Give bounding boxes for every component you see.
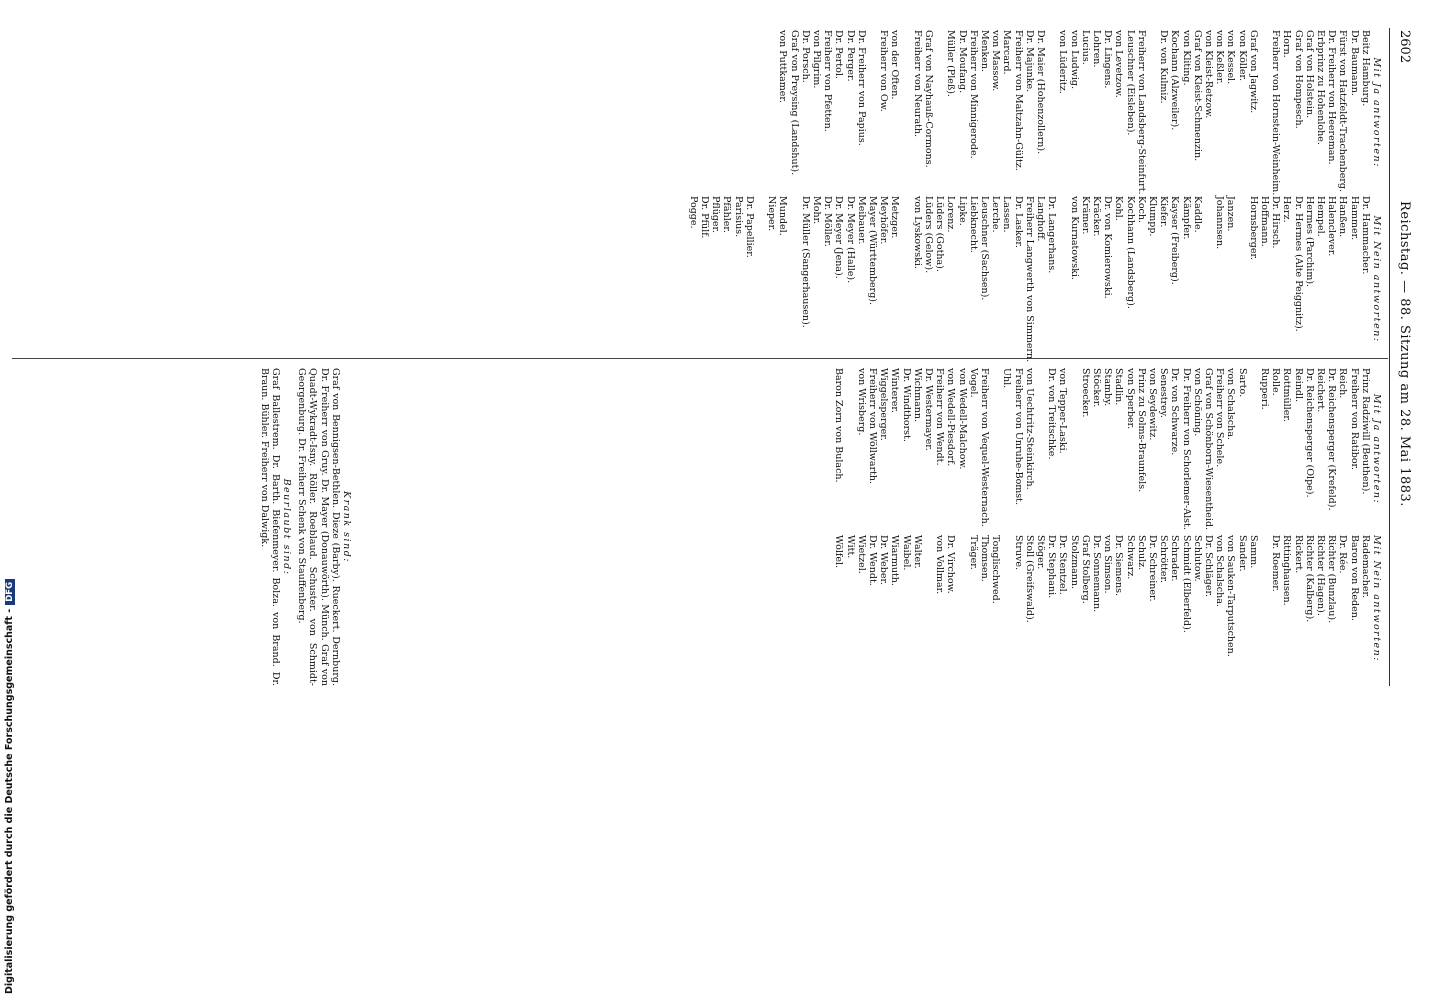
list-item: Dr. von Komierowski. [1102,196,1114,299]
list-item: Dr. von Treitschke. [1046,368,1058,460]
list-item: Horn. [1281,30,1293,58]
list-item: von Kliting. [1180,30,1192,86]
list-item: Dr. Reichensperger (Krefeld). [1326,368,1338,511]
list-item: Langhoff. [1034,196,1046,242]
list-item: Dr. Rée. [1337,535,1349,574]
list-item: Rolle. [1270,368,1282,396]
list-item: Reindl. [1292,368,1304,403]
list-item: Kohl. [1113,196,1125,221]
list-item: Hanßen. [1337,196,1349,238]
list-item: von Schöning. [1191,368,1203,437]
list-item: Lüders (Gelow). [922,196,934,274]
list-item: Baron Zorn von Bulach. [833,368,845,483]
list-item: Rittinghausen. [1281,535,1293,606]
list-item: Dr. Lingens. [1102,30,1114,89]
list-item: Liebknecht. [967,196,979,253]
list-item: Kämpfer. [1180,196,1192,240]
list-item: Freiherr von Schele. [1214,368,1226,468]
leave-heading: Beurlaubt sind: [280,478,292,576]
list-item: Dr. Westermayer. [922,368,934,451]
list-item: Lipke. [956,196,968,226]
list-item: Koch. [1135,196,1147,224]
list-item: Dr. Möller. [822,196,834,247]
list-item: von Lüderitz. [1057,30,1069,94]
list-item [1068,368,1079,530]
leave-text: Graf Ballestrem. Dr. Barth. Biefenmeyer. Bolza. von Brand. Dr. Braun. Bühler. Freiherr von Dalwigk. [258,368,281,686]
list-item: Prinz zu Solms-Braunfels. [1135,368,1147,493]
list-item: Wichmann. [911,368,923,423]
list-item: Kochhann (Landsberg). [1124,196,1136,309]
list-item: Graf von Nayhauß-Cormons. [922,30,934,168]
list-item: Dr. Weber. [878,535,890,585]
list-item: Reichert. [1314,368,1326,413]
footer-text: Digitalisierung gefördert durch die Deutsche Forschungsgemeinschaft - [4,608,15,994]
list-item: Dr. Majunke. [1023,30,1035,93]
list-item: von Massow. [990,30,1002,92]
list-item: Graf von Holstein. [1303,30,1315,119]
list-item: von Sperber. [1124,368,1136,430]
sick-text: Graf von Bennigsen-Bethlen. Dieze (Barby). Rueckert. Dernburg. Dr. Freiherr von Gruy. Dr. Mayer (Donauwörth). Münch. Graf von Quadt-Wykradt-Isny. Röller. Roeblaud. Schuster. von Schmidt-Georgenburg. Dr. Freiherr Schenk von Stauffenberg. [296,368,341,686]
list-item: Thomsen. [978,535,990,582]
list-item: Dr. Müller (Sangerhausen). [799,196,811,328]
sick-section [258,368,352,686]
list-item: Dr. Papellier. [743,196,755,258]
list-item: von Kurnatowski. [1068,196,1080,280]
list-item [1001,535,1012,662]
list-item: Leuschner (Sachsen). [978,196,990,301]
list-item: Richter (Bunzlau). [1326,535,1338,624]
list-item: Walter. [911,535,923,569]
list-item: Freiherr von Wöllwarth. [866,368,878,485]
column-yes-left [777,30,1382,195]
list-item [1259,30,1270,195]
list-item: Kochann (Alzweiler). [1169,30,1181,131]
list-item: Graf von Hompesch. [1292,30,1304,129]
list-item: Witt. [844,535,856,559]
list-item: Metzger. [889,196,901,239]
list-item: von Köller. [1236,30,1248,82]
list-item: Graf von Jagwitz. [1247,30,1259,114]
list-item: Tonglischwed. [990,535,1002,604]
column-heading: Mit Ja antworten: [1371,57,1382,168]
page-number: 2602 [1397,30,1412,64]
list-item: Dr. Wendt. [866,535,878,586]
list-item: Freiherr von Pfetten. [822,30,834,132]
list-item: Freiherr von Ratibor. [1348,368,1360,471]
list-item: von Keßler. [1214,30,1226,85]
list-item: von Schalscha. [1225,368,1237,440]
list-item: Stöger. [1034,535,1046,570]
list-item: von Kleist-Retzow. [1202,30,1214,119]
list-item: Sander. [1236,535,1248,572]
list-item: Schmidt (Elberfeld). [1180,535,1192,633]
list-item: von Puttkamer. [777,30,789,103]
list-item: Rademacher. [1359,535,1371,598]
list-item: Hammer. [1348,196,1360,241]
list-item: Vogel. [967,368,979,398]
list-item: Träger. [967,535,979,570]
list-item: Prinz Radziwill (Beuthen). [1359,368,1371,495]
page-title: Reichstag. — 88. Sitzung am 28. Mai 1883. [1397,201,1412,507]
list-item: Dr. Sonnemann. [1090,535,1102,613]
list-item: Dr. Hermes (Alte Peiggnitz). [1292,196,1304,332]
list-item: Nieper. [766,196,778,232]
list-item: Baron von Reden. [1348,535,1360,621]
list-item: Dr. Stentzel. [1057,535,1069,595]
list-item: Dr. von Schwarze. [1169,368,1181,456]
list-item: Samm. [1247,535,1259,569]
list-item: Graf von Preysing (Landshut). [788,30,800,176]
list-item: Dr. Reichensperger (Olpe). [1303,368,1315,498]
list-item: Uhl. [1001,368,1013,389]
list-item: von Simson. [1102,535,1114,594]
list-item: Lucius. [1079,30,1091,65]
list-item: Freiherr von Maltzahn-Gültz. [1012,30,1024,171]
list-item [934,30,945,195]
list-item: Freiherr von Unruhe-Bomst. [1012,368,1024,506]
list-item [900,30,911,195]
list-item: Richter (Kalberg). [1303,535,1315,623]
list-item: von der Often. [889,30,901,100]
list-item: Graf von Schönborn-Wiesentheid. [1202,368,1214,531]
list-item: von Seydewitz. [1146,368,1158,441]
list-item: von Ludwig. [1068,30,1080,90]
list-item [956,535,967,662]
list-item: Dr. Schreiner. [1146,535,1158,602]
list-item: Erbprinz zu Hohenlohe. [1314,30,1326,145]
list-item [867,30,878,195]
list-item: Hoffmann. [1258,196,1270,247]
list-item: Wietzel. [855,535,867,574]
list-item: Stolzmann. [1068,535,1080,590]
list-item: von Levetzow. [1113,30,1125,98]
list-item: Halenclever. [1326,196,1338,257]
list-item: Dr. Freiherr von Schorlemer-Alst. [1180,368,1192,530]
list-item: Reich. [1337,368,1349,399]
list-item [755,196,766,362]
column-heading: Mit Ja antworten: [1371,393,1382,505]
list-item: Schlutow. [1191,535,1203,582]
list-item: Freiherr von Hornstein-Weinheim. [1270,30,1282,196]
list-item: von Tepper-Laski. [1057,368,1069,454]
list-item: Freiherr von Wendt. [934,368,946,466]
list-item: Lüders (Gotha). [934,196,946,272]
list-item: Krämer. [1079,196,1091,235]
list-item: Lassen. [1001,196,1013,233]
list-item: Pflüger. [710,196,722,234]
sick-heading: Krank sind: [341,490,352,563]
list-item: Dr. Moufang. [956,30,968,94]
list-item: von Vollmar. [934,535,946,595]
list-item: von Schalscha. [1214,535,1226,607]
list-item: von Wedell-Piesdorf. [945,368,957,467]
list-item: Menken. [978,30,990,72]
list-item: Stöcker. [1090,368,1102,408]
list-item [1057,196,1068,362]
list-item: Dr. Lasker. [1012,196,1024,248]
list-item: Dr. Schläger. [1202,535,1214,598]
list-item: Mohr. [810,196,822,225]
list-item: Kayser (Freiberg). [1169,196,1181,285]
digitization-footer [4,579,15,994]
list-item: Stoll (Greifswald). [1023,535,1035,623]
list-item: Schwarz. [1124,535,1136,580]
dfg-logo: DFG [5,579,15,605]
list-item: Graf Stolberg. [1079,535,1091,604]
list-item: Freiherr von Landsberg-Steinfurt. [1135,30,1147,195]
list-item: Parisius. [732,196,744,238]
list-item: Beitz Hamburg. [1359,30,1371,107]
list-item: von Kessel. [1225,30,1237,85]
list-item: Pfähler. [721,196,733,233]
list-item [1203,196,1214,362]
list-item [923,535,934,662]
list-item: Wiarmuth. [889,535,901,586]
list-item: Schulz. [1135,535,1147,571]
list-item [1259,535,1270,662]
list-item: von Lyskowski. [911,196,923,269]
list-item [990,368,1001,530]
list-item: Dr. Roemer. [1270,535,1282,592]
list-item: Dr. von Kulmiz. [1158,30,1170,104]
list-item: Pogge. [687,196,699,229]
list-item: Dr. Virchow. [945,535,957,594]
list-item: Dr. Perger. [844,30,856,82]
list-item: Richter (Hagen). [1314,535,1326,616]
list-item: Wölfel. [833,535,845,569]
list-item: Dr. Pfülf. [698,196,710,239]
list-item: Stroecker. [1079,368,1091,418]
list-item: Dr. Langerhans. [1046,196,1058,274]
list-item: Mundel. [777,196,789,236]
list-item: Dr. Freiherr von Papius. [855,30,867,146]
list-item: Kiefer. [1158,196,1170,228]
list-item: Senestrey. [1158,368,1170,418]
list-item: Fürst von Hatzfeldt-Trachenberg. [1337,30,1349,192]
list-item: Freiherr von Vequel-Westernach. [978,368,990,527]
list-item: Schrötter. [1158,535,1170,583]
list-item: Herz. [1281,196,1293,223]
list-item [1046,30,1057,195]
running-header [1390,30,1412,678]
list-item: Dr. Hammacher. [1359,196,1371,275]
list-item: Lohren. [1090,30,1102,68]
list-item: Lerche. [990,196,1002,233]
list-item: Hempel. [1314,196,1326,237]
list-item: Dr. Freiherr von Heereman. [1326,30,1338,165]
list-item: Leuschner (Eisleben). [1124,30,1136,136]
list-item: Schrader. [1169,535,1181,582]
header-rule [1389,28,1390,686]
column-yes-right [833,368,1382,530]
list-item [844,368,855,530]
list-item: Kräcker. [1090,196,1102,237]
list-item: Dr. Porsch. [799,30,811,83]
list-item: Stadlin. [1113,368,1125,406]
list-item: Freiherr Langwerth von Simmern. [1023,196,1035,363]
list-item: Rupperi. [1258,368,1270,410]
list-item: Dr. Meyer (Jena). [833,196,845,279]
list-item: Johannsen. [1214,196,1226,250]
list-item: Stamby. [1102,368,1114,407]
list-item: Dr. Stephani. [1046,535,1058,599]
list-item: Winterer. [889,368,901,413]
list-item: Rickert. [1292,535,1304,574]
list-item: Freiherr von Neurath. [911,30,923,138]
list-item: Graf von Kleist-Schmenzin. [1191,30,1203,162]
list-item: von Wrisberg. [855,368,867,436]
column-no-right [833,535,1382,662]
list-item: Wiggelsperger. [878,368,890,441]
list-item: Dr. Maier (Hohenzollern). [1034,30,1046,155]
list-item: Marcard. [1001,30,1013,75]
list-item [900,196,911,362]
list-item: Hornsberger. [1247,196,1259,261]
list-item: von Wedell-Malchow. [956,368,968,470]
list-item: Freiherr von Minnigerode. [967,30,979,159]
list-item: Klumpp. [1146,196,1158,237]
list-item: Struve. [1012,535,1024,570]
list-item: Mayer (Württemberg). [866,196,878,306]
list-item: von Uechtritz-Steinkirch. [1023,368,1035,490]
list-item [788,196,799,362]
column-heading: Mit Nein antworten: [1371,535,1382,662]
list-item [1236,196,1247,362]
column-heading: Mit Nein antworten: [1371,215,1382,343]
list-item: von Sauken-Tarputschen. [1225,535,1237,657]
list-item [1248,368,1259,530]
list-item: Waibel. [900,535,912,571]
list-item: Dr. Hirsch. [1270,196,1282,249]
list-item: Dr. Pertol. [833,30,845,79]
list-item: Dr. Siemens. [1113,535,1125,596]
list-item: Müller (Pleß). [945,30,957,97]
column-no-left [688,196,1383,362]
list-item: Dr. Baumann. [1348,30,1360,96]
list-item: Sarto. [1236,368,1248,398]
list-item: Janzen. [1225,196,1237,232]
list-item [1147,30,1158,195]
list-item: Dr. Windthorst. [900,368,912,442]
list-item: von Pilgrim. [810,30,822,89]
list-item: Hermes (Parchim). [1303,196,1315,288]
list-item: Kaddle. [1191,196,1203,233]
list-item: Meyhöfer. [878,196,890,245]
list-item: Rottmüller. [1281,368,1293,422]
list-item [1035,368,1046,530]
list-item: Dr. Meyer (Halle). [844,196,856,284]
list-item: Freiherr von Ow. [878,30,890,112]
list-item: Lorenz. [945,196,957,233]
list-item: Meibauer. [855,196,867,245]
